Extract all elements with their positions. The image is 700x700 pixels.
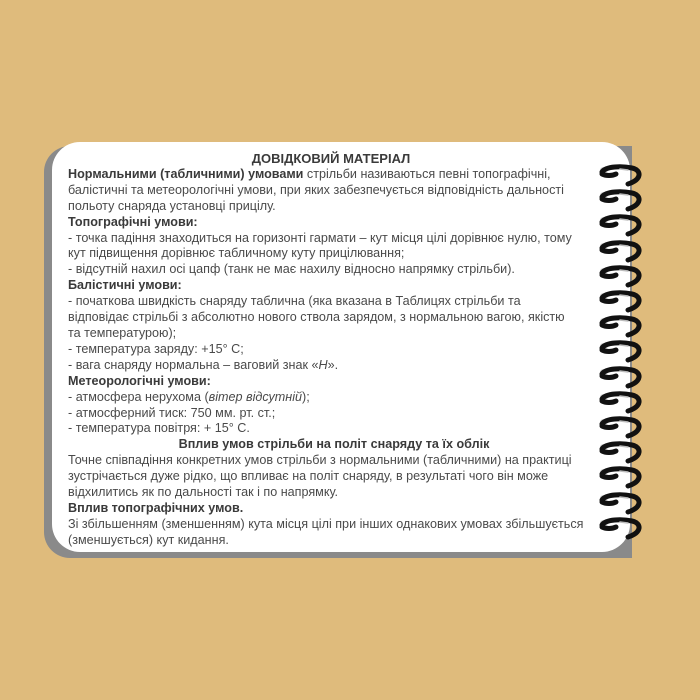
- spiral-ring-icon: [598, 315, 646, 335]
- spiral-ring-icon: [598, 164, 646, 184]
- page-title: ДОВІДКОВИЙ МАТЕРІАЛ: [251, 151, 411, 166]
- ballistic-line: та температурою);: [68, 325, 177, 340]
- spiral-ring-icon: [598, 189, 646, 209]
- spiral-ring-icon: [598, 492, 646, 512]
- spiral-ring-icon: [598, 466, 646, 486]
- spiral-ring-icon: [598, 265, 646, 285]
- meteo-line: - температура повітря: + 15° С.: [68, 421, 250, 436]
- ballistic-weight-line: - вага снаряду нормальна – ваговий знак «Н».: [68, 357, 339, 372]
- topographic-heading: Топографічні умови:: [68, 214, 198, 229]
- meteo-atmosphere-line: - атмосфера нерухома (вітер відсутній);: [68, 389, 310, 404]
- ballistic-line: - початкова швидкість снаряду таблична (яка вказана в Таблицях стрільби та: [68, 294, 521, 309]
- topographic-line: - відсутній нахил осі цапф (танк не має нахилу відносно напрямку стрільби).: [68, 262, 515, 277]
- topo-influence-line: (зменшується) кут кидання.: [68, 532, 229, 547]
- spiral-ring-icon: [598, 416, 646, 436]
- spiral-ring-icon: [598, 366, 646, 386]
- spiral-binding: [598, 160, 658, 560]
- spiral-ring-icon: [598, 517, 646, 537]
- ballistic-line: - температура заряду: +15° С;: [68, 341, 244, 356]
- spiral-ring-icon: [598, 240, 646, 260]
- influence-line: Точне співпадіння конкретних умов стрільби з нормальними (табличними) на практиці: [68, 453, 572, 468]
- spiral-ring-icon: [598, 340, 646, 360]
- ballistic-line: відповідає стрільбі з абсолютно нового ствола зарядом, з нормальною вагою, якістю: [68, 310, 565, 325]
- topographic-line: кут підвищення дорівнює табличному куту прицілювання;: [68, 246, 405, 261]
- spiral-ring-icon: [598, 391, 646, 411]
- spiral-ring-icon: [598, 290, 646, 310]
- meteo-line: - атмосферний тиск: 750 мм. рт. ст.;: [68, 405, 276, 420]
- spiral-ring-icon: [598, 441, 646, 461]
- intro-line-2: балістичні та метеорологічні умови, при яких забезпечується відповідність дальності: [68, 182, 564, 197]
- topographic-line: - точка падіння знаходиться на горизонті гармати – кут місця цілі дорівнює нулю, тому: [68, 230, 572, 245]
- influence-line: зустрічається дуже рідко, що впливає на політ снаряду, в результаті чого він може: [68, 469, 549, 484]
- ballistic-heading: Балістичні умови:: [68, 278, 182, 293]
- influence-heading: Вплив умов стрільби на політ снаряду та їх облік: [178, 437, 490, 452]
- notebook-page: [52, 142, 630, 552]
- influence-line: відхилитись як по дальності так і по напрямку.: [68, 485, 339, 500]
- intro-line-3: польоту снаряда установці прицілу.: [68, 198, 276, 213]
- intro-bold-lead: Нормальними (табличними) умовами: [68, 166, 304, 181]
- topo-influence-heading: Вплив топографічних умов.: [68, 500, 244, 515]
- intro-line-1: Нормальними (табличними) умовами стрільби називаються певні топографічні,: [68, 166, 551, 181]
- spiral-ring-icon: [598, 214, 646, 234]
- meteo-heading: Метеорологічні умови:: [68, 373, 211, 388]
- topo-influence-line: Зі збільшенням (зменшенням) кута місця цілі при інших однакових умовах збільшується: [68, 516, 584, 531]
